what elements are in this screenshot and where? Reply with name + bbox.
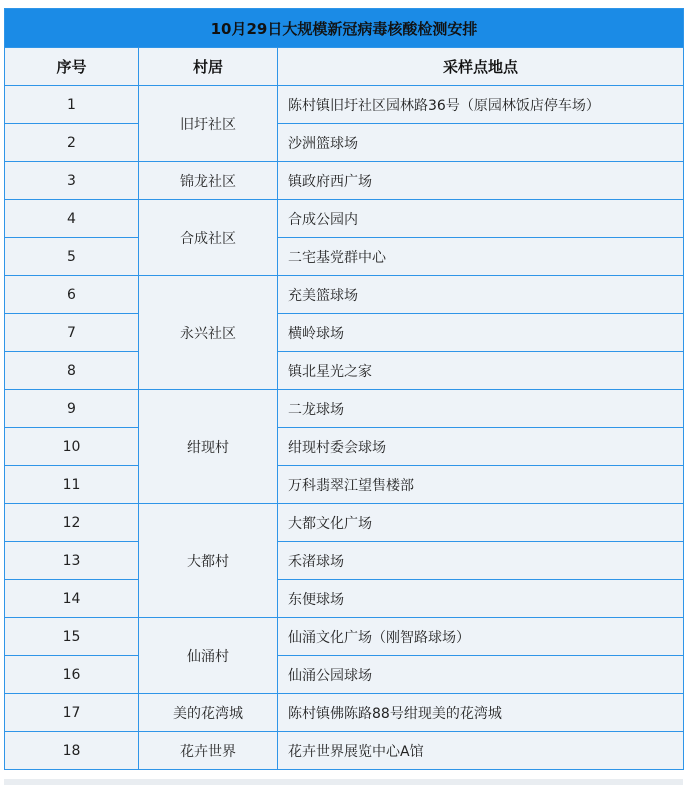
village-cell: 大都村 <box>139 504 278 618</box>
table-row <box>5 162 684 200</box>
table-row <box>5 504 684 542</box>
row-number: 10 <box>5 428 139 466</box>
table-title-row <box>5 9 684 48</box>
village-cell: 绀现村 <box>139 390 278 504</box>
table-row <box>5 580 684 618</box>
header-village: 村居 <box>139 48 278 86</box>
village-cell: 合成社区 <box>139 200 278 276</box>
table-row <box>5 390 684 428</box>
table-row <box>5 238 684 276</box>
row-number: 5 <box>5 238 139 276</box>
site-cell: 横岭球场 <box>278 314 684 352</box>
table-row <box>5 86 684 124</box>
row-number: 8 <box>5 352 139 390</box>
site-cell: 绀现村委会球场 <box>278 428 684 466</box>
table-row <box>5 314 684 352</box>
village-cell: 美的花湾城 <box>139 694 278 732</box>
site-cell: 万科翡翠江望售楼部 <box>278 466 684 504</box>
row-number: 3 <box>5 162 139 200</box>
table-header-row <box>5 48 684 86</box>
table-row <box>5 352 684 390</box>
site-cell: 陈村镇佛陈路88号绀现美的花湾城 <box>278 694 684 732</box>
village-cell: 花卉世界 <box>139 732 278 770</box>
site-cell: 花卉世界展览中心A馆 <box>278 732 684 770</box>
table-bottom-shadow <box>4 779 683 785</box>
table-row <box>5 276 684 314</box>
site-cell: 仙涌文化广场（刚智路球场） <box>278 618 684 656</box>
row-number: 12 <box>5 504 139 542</box>
header-site: 采样点地点 <box>278 48 684 86</box>
table-row <box>5 732 684 770</box>
table-row <box>5 200 684 238</box>
row-number: 18 <box>5 732 139 770</box>
row-number: 9 <box>5 390 139 428</box>
schedule-table <box>4 8 684 770</box>
site-cell: 沙洲篮球场 <box>278 124 684 162</box>
site-cell: 仙涌公园球场 <box>278 656 684 694</box>
row-number: 14 <box>5 580 139 618</box>
village-cell: 旧圩社区 <box>139 86 278 162</box>
table-title: 10月29日大规模新冠病毒核酸检测安排 <box>5 9 684 48</box>
table-row <box>5 466 684 504</box>
village-cell: 永兴社区 <box>139 276 278 390</box>
row-number: 15 <box>5 618 139 656</box>
village-cell: 锦龙社区 <box>139 162 278 200</box>
row-number: 1 <box>5 86 139 124</box>
site-cell: 陈村镇旧圩社区园林路36号（原园林饭店停车场） <box>278 86 684 124</box>
schedule-table-container <box>4 8 683 770</box>
row-number: 11 <box>5 466 139 504</box>
site-cell: 充美篮球场 <box>278 276 684 314</box>
table-row <box>5 124 684 162</box>
table-row <box>5 542 684 580</box>
site-cell: 二宅基党群中心 <box>278 238 684 276</box>
site-cell: 合成公园内 <box>278 200 684 238</box>
row-number: 4 <box>5 200 139 238</box>
table-row <box>5 694 684 732</box>
site-cell: 大都文化广场 <box>278 504 684 542</box>
row-number: 17 <box>5 694 139 732</box>
table-row <box>5 428 684 466</box>
row-number: 7 <box>5 314 139 352</box>
village-cell: 仙涌村 <box>139 618 278 694</box>
table-row <box>5 618 684 656</box>
table-body <box>5 86 684 770</box>
site-cell: 二龙球场 <box>278 390 684 428</box>
row-number: 16 <box>5 656 139 694</box>
row-number: 2 <box>5 124 139 162</box>
site-cell: 镇北星光之家 <box>278 352 684 390</box>
header-no: 序号 <box>5 48 139 86</box>
row-number: 13 <box>5 542 139 580</box>
site-cell: 东便球场 <box>278 580 684 618</box>
site-cell: 镇政府西广场 <box>278 162 684 200</box>
site-cell: 禾渚球场 <box>278 542 684 580</box>
table-row <box>5 656 684 694</box>
row-number: 6 <box>5 276 139 314</box>
